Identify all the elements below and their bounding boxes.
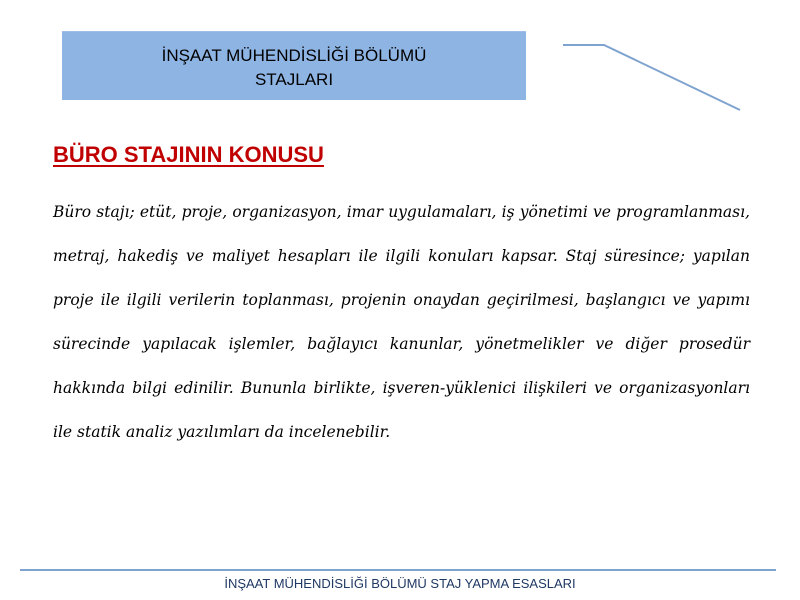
decorative-line (560, 38, 750, 118)
body-paragraph: Büro stajı; etüt, proje, organizasyon, imar uygulamaları, iş yönetimi ve programlanması, metraj, hakediş ve maliyet hesapları ile ilgili konuları kapsar. Staj süresince; yapılan proje ile ilgili verilerin toplanması, projenin onaydan geçirilmesi, başlangıcı ve yapımı sürecinde yapılacak işlemler, bağlayıcı kanunlar, yönetmelikler ve diğer prosedür hakkında bilgi edinilir. Bununla birlikte, işveren-yüklenici ilişkileri ve organizasyonları ile statik analiz yazılımları da incelenebilir. (53, 203, 750, 441)
footer-divider (20, 569, 776, 571)
page-title-line-1: İNŞAAT MÜHENDİSLİĞİ BÖLÜMÜ (161, 46, 427, 65)
page-title-line-2: STAJLARI (254, 70, 334, 89)
title-box (62, 31, 526, 100)
footer-text: İNŞAAT MÜHENDİSLİĞİ BÖLÜMÜ STAJ YAPMA ESASLARI (224, 576, 576, 591)
section-heading: BÜRO STAJININ KONUSU (53, 142, 324, 167)
page-title (162, 44, 427, 92)
